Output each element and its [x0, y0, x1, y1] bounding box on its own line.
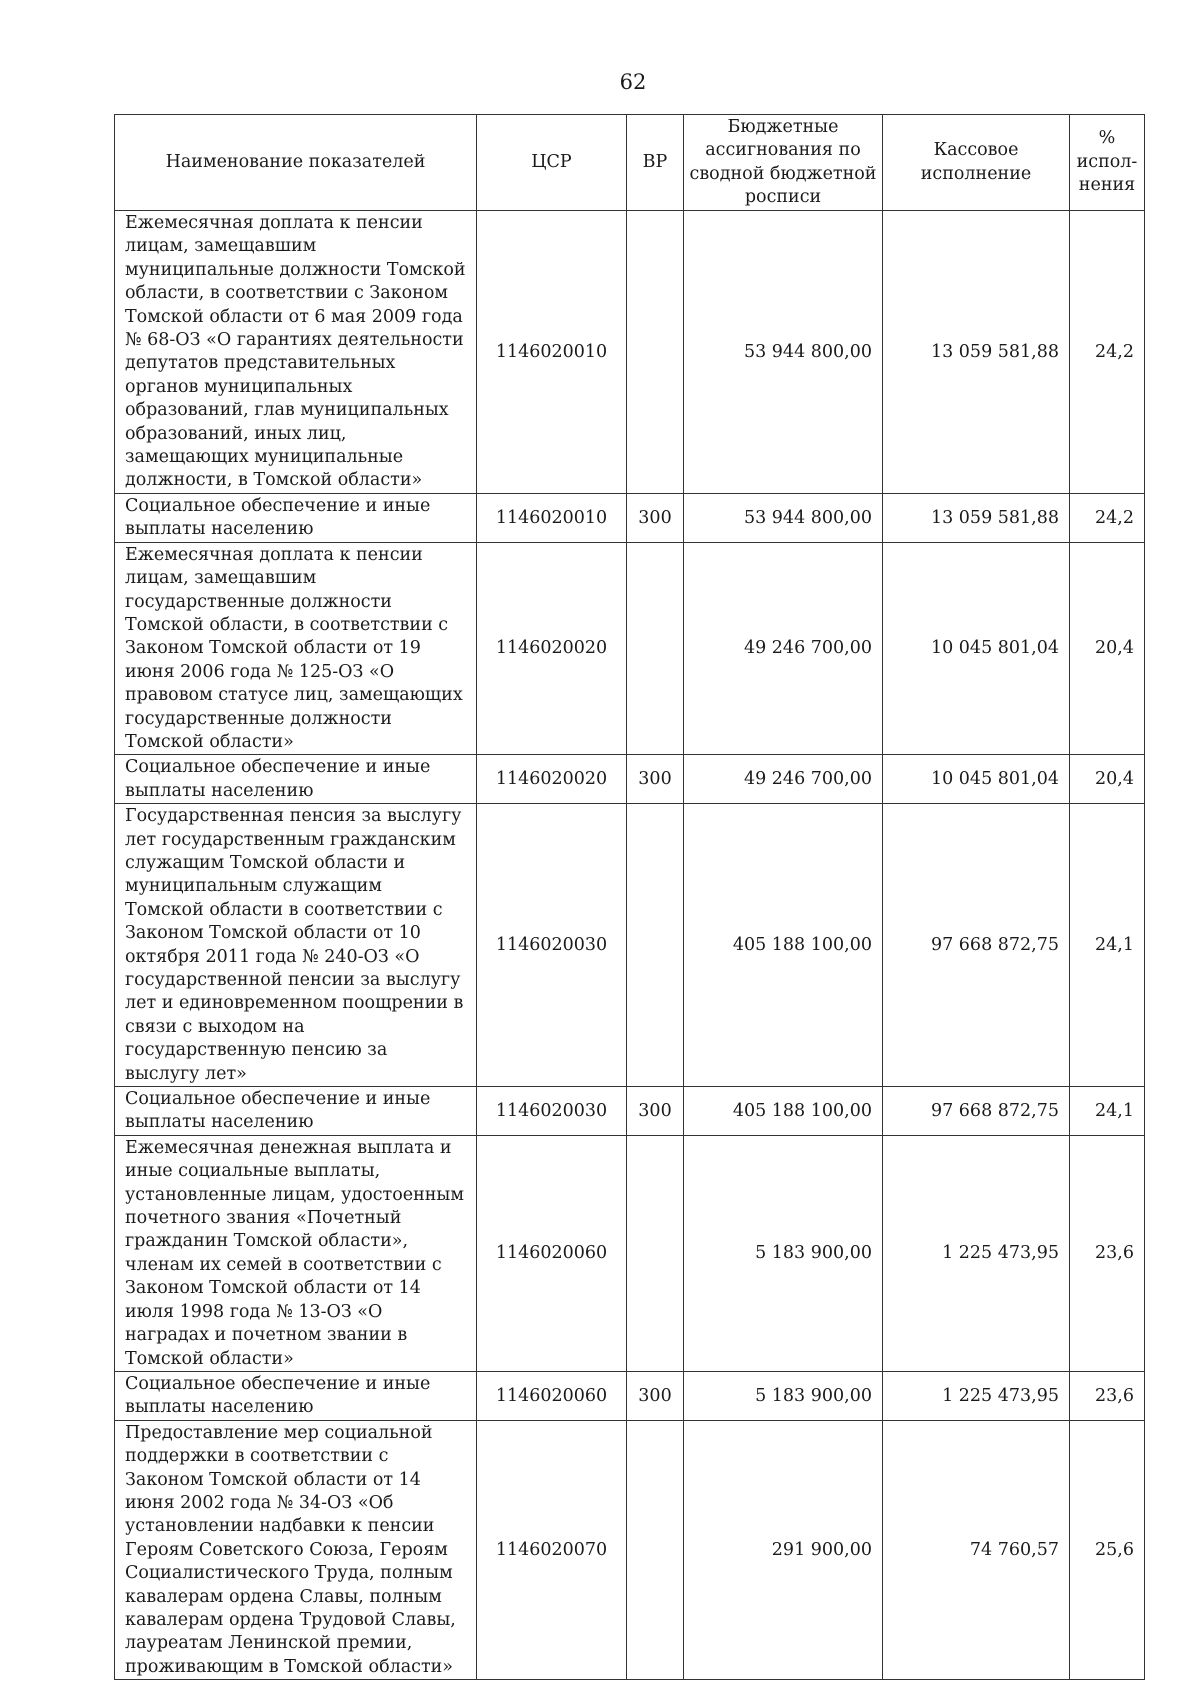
table-row: [115, 1087, 1145, 1136]
budget-execution-table: [114, 114, 1145, 1680]
row-cash: 97 668 872,75: [883, 804, 1070, 1087]
header-budget: Бюджетные ассигнования по сводной бюджетной росписи: [684, 115, 883, 211]
row-csr: 1146020010: [477, 211, 627, 494]
row-name: Ежемесячная доплата к пенсии лицам, замещавшим муниципальные должности Томской области, в соответствии с Законом Томской области от 6 мая 2009 года № 68-ОЗ «О гарантиях деятельности депутатов представительных органов муниципальных образований, глав муниципальных образований, иных лиц, замещающих муниципальные должности, в Томской области»: [115, 211, 477, 494]
table-row: [115, 493, 1145, 542]
row-budget: 5 183 900,00: [684, 1371, 883, 1420]
header-row: [115, 115, 1145, 211]
row-vr: [627, 1420, 684, 1679]
row-vr: 300: [627, 493, 684, 542]
row-name: Предоставление мер социальной поддержки в соответствии с Законом Томской области от 14 июня 2002 года № 34-ОЗ «Об установлении надбавки к пенсии Героям Советского Союза, Героям Социалистического Труда, полным кавалерам ордена Славы, полным кавалерам ордена Трудовой Славы, лауреатам Ленинской премии, проживающим в Томской области»: [115, 1420, 477, 1679]
row-cash: 1 225 473,95: [883, 1371, 1070, 1420]
row-vr: [627, 1135, 684, 1371]
row-cash: 97 668 872,75: [883, 1087, 1070, 1136]
row-csr: 1146020030: [477, 1087, 627, 1136]
table-row: [115, 755, 1145, 804]
table-row: [115, 1420, 1145, 1679]
table-row: [115, 1135, 1145, 1371]
row-percent: 20,4: [1070, 755, 1145, 804]
page-number: 62: [619, 70, 647, 94]
row-name: Социальное обеспечение и иные выплаты населению: [115, 1371, 477, 1420]
row-percent: 23,6: [1070, 1135, 1145, 1371]
row-budget: 405 188 100,00: [684, 1087, 883, 1136]
row-percent: 20,4: [1070, 542, 1145, 755]
row-budget: 49 246 700,00: [684, 542, 883, 755]
row-name: Государственная пенсия за выслугу лет государственным гражданским служащим Томской области и муниципальным служащим Томской области в соответствии с Законом Томской области от 10 октября 2011 года № 240-ОЗ «О государственной пенсии за выслугу лет и единовременном поощрении в связи с выходом на государственную пенсию за выслугу лет»: [115, 804, 477, 1087]
table-row: [115, 542, 1145, 755]
row-budget: 5 183 900,00: [684, 1135, 883, 1371]
row-name: Ежемесячная денежная выплата и иные социальные выплаты, установленные лицам, удостоенным почетного звания «Почетный гражданин Томской области», членам их семей в соответствии с Законом Томской области от 14 июля 1998 года № 13-ОЗ «О наградах и почетном звании в Томской области»: [115, 1135, 477, 1371]
header-cash: Кассовое исполнение: [883, 115, 1070, 211]
row-csr: 1146020070: [477, 1420, 627, 1679]
table-row: [115, 211, 1145, 494]
row-percent: 24,1: [1070, 804, 1145, 1087]
table-row: [115, 804, 1145, 1087]
row-name: Ежемесячная доплата к пенсии лицам, замещавшим государственные должности Томской области, в соответствии с Законом Томской области от 19 июня 2006 года № 125-ОЗ «О правовом статусе лиц, замещающих государственные должности Томской области»: [115, 542, 477, 755]
header-vr: ВР: [627, 115, 684, 211]
row-percent: 23,6: [1070, 1371, 1145, 1420]
row-cash: 10 045 801,04: [883, 755, 1070, 804]
row-name: Социальное обеспечение и иные выплаты населению: [115, 493, 477, 542]
row-budget: 53 944 800,00: [684, 493, 883, 542]
row-percent: 24,2: [1070, 211, 1145, 494]
row-csr: 1146020020: [477, 755, 627, 804]
row-budget: 291 900,00: [684, 1420, 883, 1679]
row-budget: 49 246 700,00: [684, 755, 883, 804]
header-csr: ЦСР: [477, 115, 627, 211]
row-cash: 1 225 473,95: [883, 1135, 1070, 1371]
row-budget: 53 944 800,00: [684, 211, 883, 494]
row-vr: 300: [627, 1371, 684, 1420]
row-budget: 405 188 100,00: [684, 804, 883, 1087]
row-name: Социальное обеспечение и иные выплаты населению: [115, 1087, 477, 1136]
row-csr: 1146020060: [477, 1371, 627, 1420]
row-vr: 300: [627, 755, 684, 804]
row-name: Социальное обеспечение и иные выплаты населению: [115, 755, 477, 804]
table-row: [115, 1371, 1145, 1420]
row-csr: 1146020020: [477, 542, 627, 755]
row-cash: 10 045 801,04: [883, 542, 1070, 755]
header-percent: % испол-нения: [1070, 115, 1145, 211]
row-percent: 25,6: [1070, 1420, 1145, 1679]
header-name: Наименование показателей: [115, 115, 477, 211]
row-percent: 24,2: [1070, 493, 1145, 542]
row-csr: 1146020010: [477, 493, 627, 542]
row-vr: [627, 804, 684, 1087]
row-cash: 74 760,57: [883, 1420, 1070, 1679]
row-cash: 13 059 581,88: [883, 211, 1070, 494]
row-cash: 13 059 581,88: [883, 493, 1070, 542]
row-csr: 1146020030: [477, 804, 627, 1087]
row-vr: [627, 542, 684, 755]
row-csr: 1146020060: [477, 1135, 627, 1371]
row-vr: [627, 211, 684, 494]
row-vr: 300: [627, 1087, 684, 1136]
row-percent: 24,1: [1070, 1087, 1145, 1136]
